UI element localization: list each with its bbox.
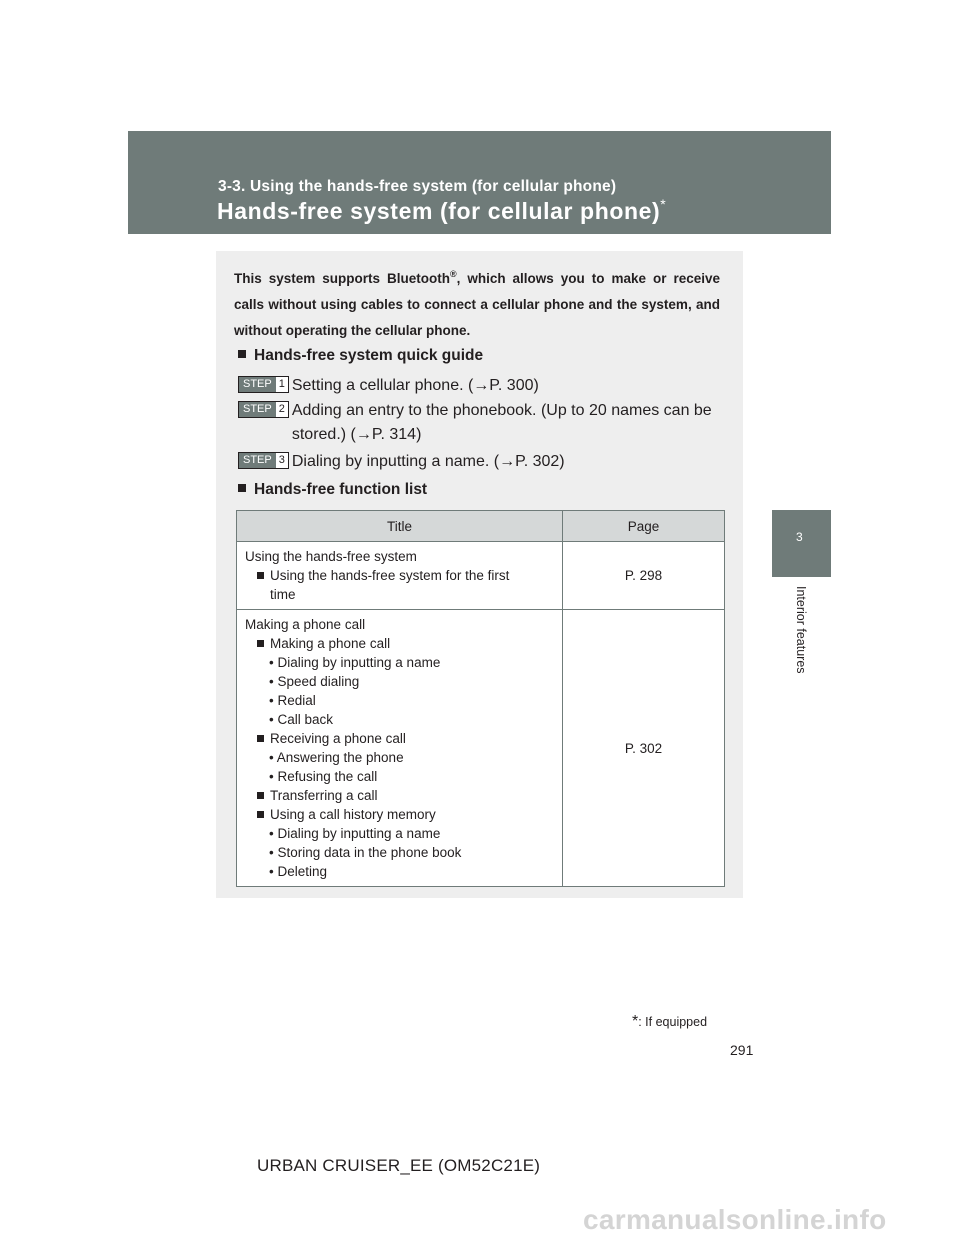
row-sub-detail: • Refusing the call [269, 769, 378, 784]
row-sub-item [245, 634, 554, 653]
intro-text-1: This system supports Bluetooth [234, 271, 450, 286]
row-title: Making a phone call [245, 617, 366, 632]
page-cell: P. 298 [563, 542, 725, 610]
step-badge [238, 376, 289, 393]
watermark: carmanualsonline.info [583, 1204, 887, 1235]
step-1 [238, 374, 732, 398]
footer-model: URBAN CRUISER_EE (OM52C21E) [257, 1156, 541, 1175]
step-3 [238, 450, 732, 474]
step-badge-number: 3 [278, 454, 285, 466]
footnote-text: : If equipped [638, 1015, 708, 1029]
step-badge [238, 452, 289, 469]
step-badge [238, 401, 289, 418]
step-text: Adding an entry to the phonebook. (Up to 20 names can be stored.) (→P. 314) [291, 402, 712, 443]
function-list-heading [238, 481, 427, 499]
row-sub-label: Receiving a phone call [270, 731, 406, 746]
section-header [128, 131, 831, 234]
row-sub-item [245, 786, 554, 805]
step-2 [238, 399, 732, 447]
row-sub-detail: • Storing data in the phone book [269, 845, 462, 860]
title-cell [237, 610, 563, 887]
section-label: 3-3. Using the hands-free system (for cellular phone) [218, 178, 617, 195]
equipped-mark: * [660, 196, 667, 212]
row-sub-detail: • Dialing by inputting a name [269, 826, 441, 841]
row-sub-detail: • Redial [269, 693, 316, 708]
row-sub-item [245, 729, 554, 748]
square-bullet-icon [238, 350, 246, 358]
intro-paragraph [234, 266, 720, 344]
footnote [632, 1013, 707, 1031]
table-row [237, 610, 725, 887]
table-header-row [237, 511, 725, 542]
row-sub-detail: • Deleting [269, 864, 328, 879]
chapter-label [794, 586, 810, 696]
row-sub-label: Using a call history memory [270, 807, 436, 822]
step-badge-number: 2 [278, 403, 285, 415]
row-sub-label: Making a phone call [270, 636, 391, 651]
table-row [237, 542, 725, 610]
square-bullet-icon [257, 640, 264, 647]
row-sub-detail: • Call back [269, 712, 333, 727]
quick-guide-heading [238, 347, 483, 365]
quick-guide-heading-text: Hands-free system quick guide [254, 347, 484, 364]
row-sub-label-cont: time [270, 587, 296, 602]
footnote-mark: * [632, 1013, 639, 1030]
page-cell: P. 302 [563, 610, 725, 887]
square-bullet-icon [238, 484, 246, 492]
step-text: Setting a cellular phone. (→P. 300) [291, 377, 539, 394]
square-bullet-icon [257, 572, 264, 579]
title-cell [237, 542, 563, 610]
function-table [236, 510, 725, 887]
row-sub-detail: • Speed dialing [269, 674, 360, 689]
page-number: 291 [730, 1042, 754, 1058]
row-sub-label: Using the hands-free system for the first [270, 568, 510, 583]
square-bullet-icon [257, 735, 264, 742]
row-sub-label: Transferring a call [270, 788, 378, 803]
page-title-text: Hands-free system (for cellular phone) [217, 198, 661, 224]
page-title [217, 196, 666, 225]
square-bullet-icon [257, 811, 264, 818]
row-sub-item [245, 566, 554, 585]
column-header-page: Page [563, 511, 725, 542]
chapter-tab [772, 510, 831, 577]
square-bullet-icon [257, 792, 264, 799]
intro-text-2: , which allows you to make or receive calls without using cables to connect a cellular phone and the system, and without operating the cellular phone. [234, 271, 720, 338]
row-sub-detail: • Dialing by inputting a name [269, 655, 441, 670]
step-badge-label: STEP [239, 402, 276, 417]
chapter-number: 3 [796, 530, 803, 544]
step-text: Dialing by inputting a name. (→P. 302) [291, 453, 565, 470]
row-title: Using the hands-free system [245, 549, 417, 564]
step-badge-number: 1 [278, 378, 285, 390]
step-badge-label: STEP [239, 453, 276, 468]
function-list-heading-text: Hands-free function list [254, 481, 428, 498]
chapter-label-text: Interior features [794, 586, 808, 674]
row-sub-detail: • Answering the phone [269, 750, 404, 765]
registered-mark: ® [449, 269, 457, 279]
row-sub-item [245, 805, 554, 824]
step-badge-label: STEP [239, 377, 276, 392]
column-header-title: Title [237, 511, 563, 542]
